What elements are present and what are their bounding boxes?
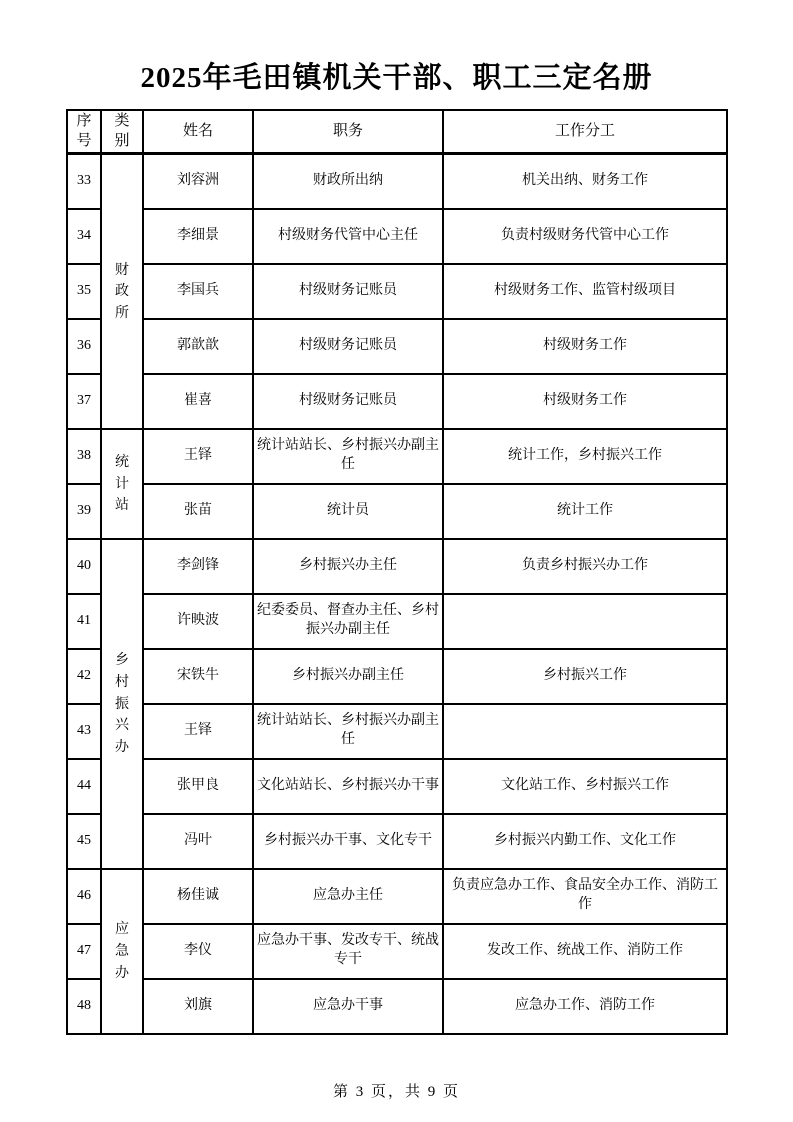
cell-no: 48 (67, 979, 101, 1034)
cell-duty: 乡村振兴内勤工作、文化工作 (443, 814, 727, 869)
cell-no: 35 (67, 264, 101, 319)
cell-no: 40 (67, 539, 101, 594)
cell-duty: 机关出纳、财务工作 (443, 154, 727, 209)
cell-name: 刘旗 (143, 979, 253, 1034)
cell-no: 42 (67, 649, 101, 704)
cell-duty: 应急办工作、消防工作 (443, 979, 727, 1034)
cell-duty: 发改工作、统战工作、消防工作 (443, 924, 727, 979)
cell-position: 村级财务记账员 (253, 264, 443, 319)
cell-position: 乡村振兴办副主任 (253, 649, 443, 704)
cell-position: 应急办干事、发改专干、统战专干 (253, 924, 443, 979)
category-label: 财政所 (115, 260, 129, 321)
cell-duty: 乡村振兴工作 (443, 649, 727, 704)
category-label: 统计站 (115, 452, 129, 513)
cell-position: 统计站站长、乡村振兴办副主任 (253, 704, 443, 759)
cell-position: 应急办干事 (253, 979, 443, 1034)
cell-position: 应急办主任 (253, 869, 443, 924)
cell-no: 45 (67, 814, 101, 869)
cell-name: 张苗 (143, 484, 253, 539)
page-number: 第 3 页，共 9 页 (332, 1084, 460, 1100)
cell-position: 纪委委员、督查办主任、乡村振兴办副主任 (253, 594, 443, 649)
cell-no: 37 (67, 374, 101, 429)
cell-duty: 统计工作 (443, 484, 727, 539)
cell-position: 统计员 (253, 484, 443, 539)
cell-duty: 负责村级财务代管中心工作 (443, 209, 727, 264)
cell-position: 统计站站长、乡村振兴办副主任 (253, 429, 443, 484)
table-row (67, 979, 727, 1034)
cell-name: 王铎 (143, 429, 253, 484)
table-row (67, 924, 727, 979)
cell-name: 李国兵 (143, 264, 253, 319)
cell-no: 44 (67, 759, 101, 814)
cell-duty: 村级财务工作 (443, 374, 727, 429)
cell-position: 村级财务记账员 (253, 374, 443, 429)
cell-no: 47 (67, 924, 101, 979)
cell-no: 36 (67, 319, 101, 374)
cell-no: 43 (67, 704, 101, 759)
table-row (67, 319, 727, 374)
page-title: 2025年毛田镇机关干部、职工三定名册 (140, 62, 653, 94)
cell-position: 乡村振兴办干事、文化专干 (253, 814, 443, 869)
column-header-position: 职务 (253, 110, 443, 154)
cell-name: 许映波 (143, 594, 253, 649)
column-header-no (67, 110, 101, 154)
cell-name: 宋铁牛 (143, 649, 253, 704)
category-label: 应急办 (115, 920, 129, 980)
cell-name: 刘容洲 (143, 154, 253, 209)
column-header-duty: 工作分工 (443, 110, 727, 154)
table-row (67, 649, 727, 704)
table-row (67, 484, 727, 539)
cell-duty: 负责应急办工作、食品安全办工作、消防工作 (443, 869, 727, 924)
column-header-name: 姓名 (143, 110, 253, 154)
cell-name: 崔喜 (143, 374, 253, 429)
header-row (67, 110, 727, 154)
cell-duty: 负责乡村振兴办工作 (443, 539, 727, 594)
cell-duty: 文化站工作、乡村振兴工作 (443, 759, 727, 814)
cell-duty: 统计工作，乡村振兴工作 (443, 429, 727, 484)
table-row (67, 814, 727, 869)
cell-duty (443, 594, 727, 649)
category-label: 乡村振兴办 (115, 651, 129, 755)
cell-no: 34 (67, 209, 101, 264)
cell-position: 村级财务代管中心主任 (253, 209, 443, 264)
table-row (67, 594, 727, 649)
category-cell (101, 154, 143, 429)
table-row (67, 704, 727, 759)
cell-duty (443, 704, 727, 759)
cell-name: 郭歆歆 (143, 319, 253, 374)
category-cell (101, 539, 143, 869)
table-row (67, 869, 727, 924)
roster-table (66, 109, 728, 1035)
table-row (67, 429, 727, 484)
cell-position: 财政所出纳 (253, 154, 443, 209)
table-row (67, 374, 727, 429)
category-cell (101, 429, 143, 539)
column-header-category (101, 110, 143, 154)
table-row (67, 759, 727, 814)
cell-position: 村级财务记账员 (253, 319, 443, 374)
cell-position: 乡村振兴办主任 (253, 539, 443, 594)
column-header-no-label: 序号 (76, 113, 92, 149)
cell-no: 39 (67, 484, 101, 539)
category-cell (101, 869, 143, 1034)
table-row (67, 539, 727, 594)
table-row (67, 209, 727, 264)
cell-no: 46 (67, 869, 101, 924)
cell-name: 李细景 (143, 209, 253, 264)
cell-name: 冯叶 (143, 814, 253, 869)
cell-no: 41 (67, 594, 101, 649)
cell-name: 李仪 (143, 924, 253, 979)
cell-position: 文化站站长、乡村振兴办干事 (253, 759, 443, 814)
cell-duty: 村级财务工作 (443, 319, 727, 374)
cell-duty: 村级财务工作、监管村级项目 (443, 264, 727, 319)
cell-no: 33 (67, 154, 101, 209)
table-row (67, 264, 727, 319)
cell-name: 张甲良 (143, 759, 253, 814)
cell-name: 王铎 (143, 704, 253, 759)
cell-name: 杨佳诚 (143, 869, 253, 924)
cell-no: 38 (67, 429, 101, 484)
table-row (67, 154, 727, 209)
column-header-category-label: 类别 (114, 113, 130, 149)
cell-name: 李剑锋 (143, 539, 253, 594)
